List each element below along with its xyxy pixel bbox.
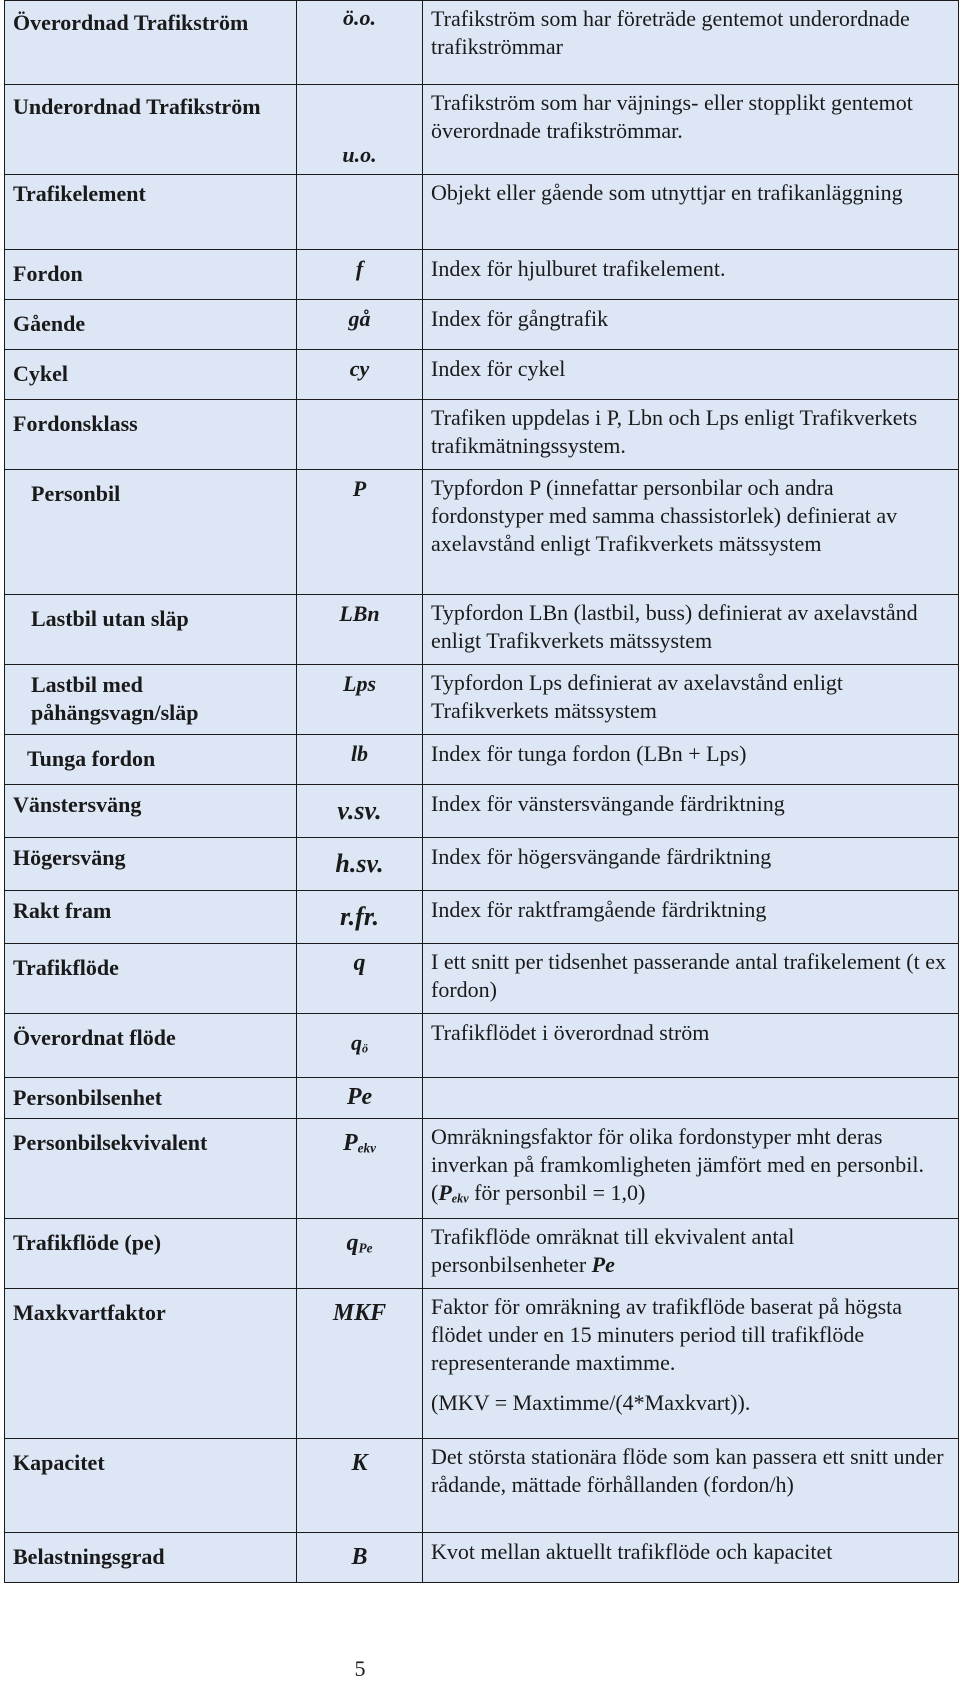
term-cell: Trafikflöde [5, 944, 297, 1014]
symbol-cell: h.sv. [297, 838, 423, 891]
table-row [5, 665, 959, 735]
description-text: Trafikflöde omräknat till ekvivalent antal personbilsenheter [431, 1224, 795, 1278]
symbol-cell: v.sv. [297, 785, 423, 838]
page-number: 5 [354, 1656, 366, 1681]
table-row [5, 1078, 959, 1119]
symbol-cell: gå [297, 300, 423, 350]
table-row [5, 400, 959, 470]
table-row [5, 1119, 959, 1219]
description-cell: Typfordon P (innefattar personbilar och andra fordonstyper med samma chassistorlek) definierat av axelavstånd enligt Trafikverkets mätssystem [423, 470, 959, 595]
table-row [5, 1439, 959, 1533]
symbol-cell: K [297, 1439, 423, 1533]
term-cell: Tunga fordon [5, 735, 297, 785]
table-row [5, 1533, 959, 1583]
description-cell: Index för raktframgående färdriktning [423, 891, 959, 944]
description-cell: Det största stationära flöde som kan passera ett snitt under rådande, mättade förhållanden (fordon/h) [423, 1439, 959, 1533]
table-row [5, 250, 959, 300]
description-symbol-subscript: ekv [451, 1191, 469, 1206]
term-cell: Lastbil utan släp [5, 595, 297, 665]
term-cell: Trafikflöde (pe) [5, 1219, 297, 1289]
term-cell: Vänstersväng [5, 785, 297, 838]
term-cell: Underordnad Trafikström [5, 85, 297, 175]
table-row [5, 300, 959, 350]
description-cell: Index för gångtrafik [423, 300, 959, 350]
description-cell: I ett snitt per tidsenhet passerande antal trafikelement (t ex fordon) [423, 944, 959, 1014]
symbol-base: q [350, 1030, 362, 1055]
table-row [5, 735, 959, 785]
description-tail: för personbil = 1,0) [468, 1180, 646, 1206]
term-cell: Högersväng [5, 838, 297, 891]
term-cell: Maxkvartfaktor [5, 1289, 297, 1439]
symbol-cell: r.fr. [297, 891, 423, 944]
description-symbol: Pe [591, 1252, 615, 1278]
description-cell: Trafiken uppdelas i P, Lbn och Lps enligt Trafikverkets trafikmätningssystem. [423, 400, 959, 470]
symbol-cell: q [297, 944, 423, 1014]
description-cell: Index för hjulburet trafikelement. [423, 250, 959, 300]
symbol-cell: cy [297, 350, 423, 400]
symbol-cell: MKF [297, 1289, 423, 1439]
description-symbol: P [438, 1180, 452, 1206]
table-row [5, 1, 959, 85]
description-text: Omräkningsfaktor för olika fordonstyper mht deras inverkan på framkomligheten jämfört med en personbil. ( [431, 1124, 925, 1206]
description-cell: Typfordon Lps definierat av axelavstånd enligt Trafikverkets mätssystem [423, 665, 959, 735]
description-cell: Trafikström som har företräde gentemot underordnade trafikströmmar [423, 1, 959, 85]
description-cell: Index för högersvängande färdriktning [423, 838, 959, 891]
symbol-cell: f [297, 250, 423, 300]
term-cell: Överordnat flöde [5, 1014, 297, 1078]
table-row [5, 175, 959, 250]
description-cell: Trafikström som har väjnings- eller stopplikt gentemot överordnade trafikströmmar. [423, 85, 959, 175]
description-cell: Objekt eller gående som utnyttjar en trafikanläggning [423, 175, 959, 250]
description-cell: Typfordon LBn (lastbil, buss) definierat av axelavstånd enligt Trafikverkets mätssystem [423, 595, 959, 665]
table-row [5, 470, 959, 595]
glossary-table [4, 0, 959, 1583]
description-formula: (MKV = Maxtimme/(4*Maxkvart)). [431, 1390, 751, 1416]
description-text: Faktor för omräkning av trafikflöde baserat på högsta flödet under en 15 minuters period till trafikflöde representerande maxtimme. [431, 1294, 903, 1376]
symbol-cell: Lps [297, 665, 423, 735]
term-cell: Lastbil med påhängsvagn/släp [5, 665, 297, 735]
description-cell [423, 1219, 959, 1289]
term-cell: Fordon [5, 250, 297, 300]
description-cell: Index för tunga fordon (LBn + Lps) [423, 735, 959, 785]
table-row [5, 1219, 959, 1289]
symbol-base: P [343, 1130, 358, 1157]
table-row [5, 1014, 959, 1078]
description-cell: Index för vänstersvängande färdriktning [423, 785, 959, 838]
symbol-cell: B [297, 1533, 423, 1583]
table-row [5, 595, 959, 665]
term-cell: Fordonsklass [5, 400, 297, 470]
term-cell: Belastningsgrad [5, 1533, 297, 1583]
table-row [5, 944, 959, 1014]
description-cell: Trafikflödet i överordnad ström [423, 1014, 959, 1078]
table-row [5, 785, 959, 838]
symbol-base: q [346, 1230, 359, 1257]
table-row [5, 350, 959, 400]
symbol-cell: ö.o. [297, 1, 423, 85]
description-cell [423, 1078, 959, 1119]
symbol-cell [297, 175, 423, 250]
table-row [5, 838, 959, 891]
term-cell: Personbil [5, 470, 297, 595]
term-cell: Personbilsenhet [5, 1078, 297, 1119]
term-cell: Överordnad Trafikström [5, 1, 297, 85]
symbol-cell [297, 1119, 423, 1219]
symbol-cell: Pe [297, 1078, 423, 1119]
term-cell: Gående [5, 300, 297, 350]
term-cell: Kapacitet [5, 1439, 297, 1533]
symbol-subscript: ö [361, 1041, 369, 1056]
term-cell: Cykel [5, 350, 297, 400]
symbol-subscript: Pe [358, 1241, 373, 1257]
description-cell [423, 1119, 959, 1219]
table-row [5, 1289, 959, 1439]
term-cell: Trafikelement [5, 175, 297, 250]
symbol-cell [297, 1014, 423, 1078]
description-cell: Kvot mellan aktuellt trafikflöde och kapacitet [423, 1533, 959, 1583]
table-row [5, 891, 959, 944]
symbol-cell [297, 1219, 423, 1289]
description-cell: Index för cykel [423, 350, 959, 400]
symbol-cell [297, 400, 423, 470]
term-cell: Personbilsekvivalent [5, 1119, 297, 1219]
symbol-cell: P [297, 470, 423, 595]
symbol-cell: u.o. [297, 85, 423, 175]
symbol-subscript: ekv [357, 1141, 376, 1157]
term-cell: Rakt fram [5, 891, 297, 944]
symbol-cell: LBn [297, 595, 423, 665]
description-cell [423, 1289, 959, 1439]
table-row [5, 85, 959, 175]
symbol-cell: lb [297, 735, 423, 785]
